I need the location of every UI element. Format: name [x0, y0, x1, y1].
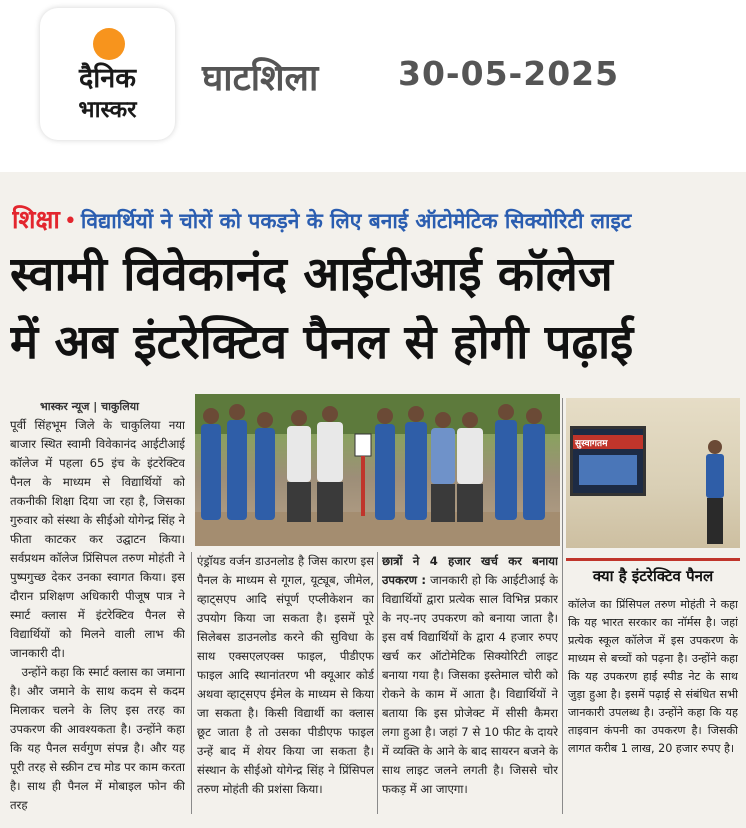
paragraph-body: जानकारी हो कि आईटीआई के विद्यार्थियों द्वारा प्रत्येक साल विभिन्न प्रकार के नए-नए उपकरण को बनाया जाता है। इस वर्ष विद्यार्थियों के द्वारा 4 हजार रुपए खर्च कर ऑटोमेटिक सिक्योरिटी लाइट बनाया गया है। जिसका इस्तेमाल चोरी को रोकने के काम में आता है। विद्यार्थियों ने बताया कि इस प्रोजेक्ट में सीसी कैमरा लगा हुआ है। जहां 7 से 10 फीट के दायरे में व्यक्ति के आने के बाद सायरन बजने के साथ लाइट जलने लगती है। जिससे चोर फकड़ में आ जाएगा।: [382, 573, 558, 796]
sun-icon: [93, 28, 125, 60]
logo-line1: दैनिक: [78, 63, 137, 94]
column-divider: [377, 552, 378, 814]
screen-welcome-text: सुस्वागतम: [575, 439, 608, 449]
classroom-panel-photo: [566, 398, 740, 548]
article-column-2: [197, 552, 374, 814]
interactive-panel-screen: [570, 426, 646, 496]
article-column-3: [382, 552, 558, 814]
bullet-icon: •: [63, 209, 77, 234]
newspaper-clipping: [0, 172, 746, 828]
inauguration-photo: [195, 394, 560, 546]
byline: भास्कर न्यूज | चाकुलिया: [40, 400, 139, 413]
dainik-bhaskar-logo: [40, 8, 175, 140]
edition-city: घाटशिला: [202, 58, 319, 99]
subheading: छात्रों ने 4 हजार खर्च कर बनाया उपकरण :: [382, 554, 558, 587]
headline-line1: स्वामी विवेकानंद आईटीआई कॉलेज: [10, 247, 613, 302]
edition-date: 30-05-2025: [398, 54, 620, 93]
sidebox-title: क्या है इंटरेक्टिव पैनल: [566, 558, 740, 588]
sidebox-body: [568, 596, 738, 820]
article-column-1: [10, 416, 185, 816]
paragraph: उन्होंने कहा कि स्मार्ट क्लास का जमाना है। और जमाने के साथ कदम से कदम मिलाकर चलने के लिए इस तरह का उपकरण की आवश्यकता है। उन्होंने कहा कि यह पैनल सर्वगुण संपन्न है। और यह पूरी तरह से स्क्रीन टच मोड पर काम करता है। साथ ही पैनल में मोबाइल फोन की तरह: [10, 665, 185, 812]
paragraph: पूर्वी सिंहभूम जिले के चाकुलिया नया बाजार स्थित स्वामी विवेकानंद आईटीआई कॉलेज में पहला 65 इंच के इंटरेक्टिव पैनल के माध्यम से विद्यार्थियों को तकनीकी शिक्षा दिया जा रहा है, जिसका गुरुवार को संस्था के सीईओ योगेन्द्र सिंह ने फीता काटकर कर उद्घाटन किया। सर्वप्रथम कॉलेज प्रिंसिपल तरुण मोहंती ने पुष्पगुच्छ देकर उनका स्वागत किया। इस दौरान प्रशिक्षण अधिकारी पीजूष पात्र ने स्मार्ट क्लास में इंटरेक्टिव पैनल से विद्यार्थियों को मिलने वाली लाभ की जानकारी दी।: [10, 418, 185, 660]
masthead-header: [0, 0, 746, 165]
column-divider: [191, 552, 192, 814]
paragraph: [382, 552, 558, 799]
paragraph: एंड्रॉयड वर्जन डाउनलोड है जिस कारण इस पैनल के माध्यम से गूगल, यूट्यूब, जीमेल, व्हाट्सएप आदि संपूर्ण एप्लीकेशन का उपयोग किया जा सकता है। इसमें पूरे सिलेबस डाउनलोड करने की सुविधा के साथ एक्सएलएक्स फाइल, पीडीएफ फाइल आदि स्थानांतरण भी क्यूआर कोर्ड अथवा व्हाट्सएप ईमेल के माध्यम से किया जा सकता है। किसी विद्यार्थी का क्लास छूट जाता है तो उसका पीडीएफ फाइल उन्हें बाद में शेयर किया जा सकता है। संस्थान के सीईओ योगेन्द्र सिंह ने प्रिंसिपल तरुण मोहंती की प्रशंसा किया।: [197, 554, 374, 796]
headline-line2: में अब इंटरेक्टिव पैनल से होगी पढ़ाई: [10, 315, 634, 370]
group-of-people-image: [195, 394, 560, 546]
logo-line2: भास्कर: [78, 97, 137, 123]
paragraph: कॉलेज का प्रिंसिपल तरुण मोहंती ने कहा कि यह भारत सरकार का नॉर्मस है। जहां प्रत्येक स्कूल कॉलेज में इस उपकरण के माध्यम से बच्चों को पढ़ना है। उन्होंने कहा कि यह उपकरण हाई स्पीड नेट के साथ जुड़ा हुआ है। इसमें पढ़ाई से संबंधित सभी जानकारी उपलब्ध है। उन्होंने कहा कि यह ताइवान कंपनी का उपकरण है। जिसकी लागत करीब 1 लाख, 20 हजार रुपए है।: [568, 598, 738, 755]
column-divider: [562, 398, 563, 814]
kicker-text: विद्यार्थियों ने चोरों को पकड़ने के लिए बनाई ऑटोमेटिक सिक्योरिटी लाइट: [80, 209, 632, 233]
teacher-figure: [704, 438, 726, 546]
kicker-label: शिक्षा: [12, 205, 60, 234]
kicker: [12, 202, 742, 234]
